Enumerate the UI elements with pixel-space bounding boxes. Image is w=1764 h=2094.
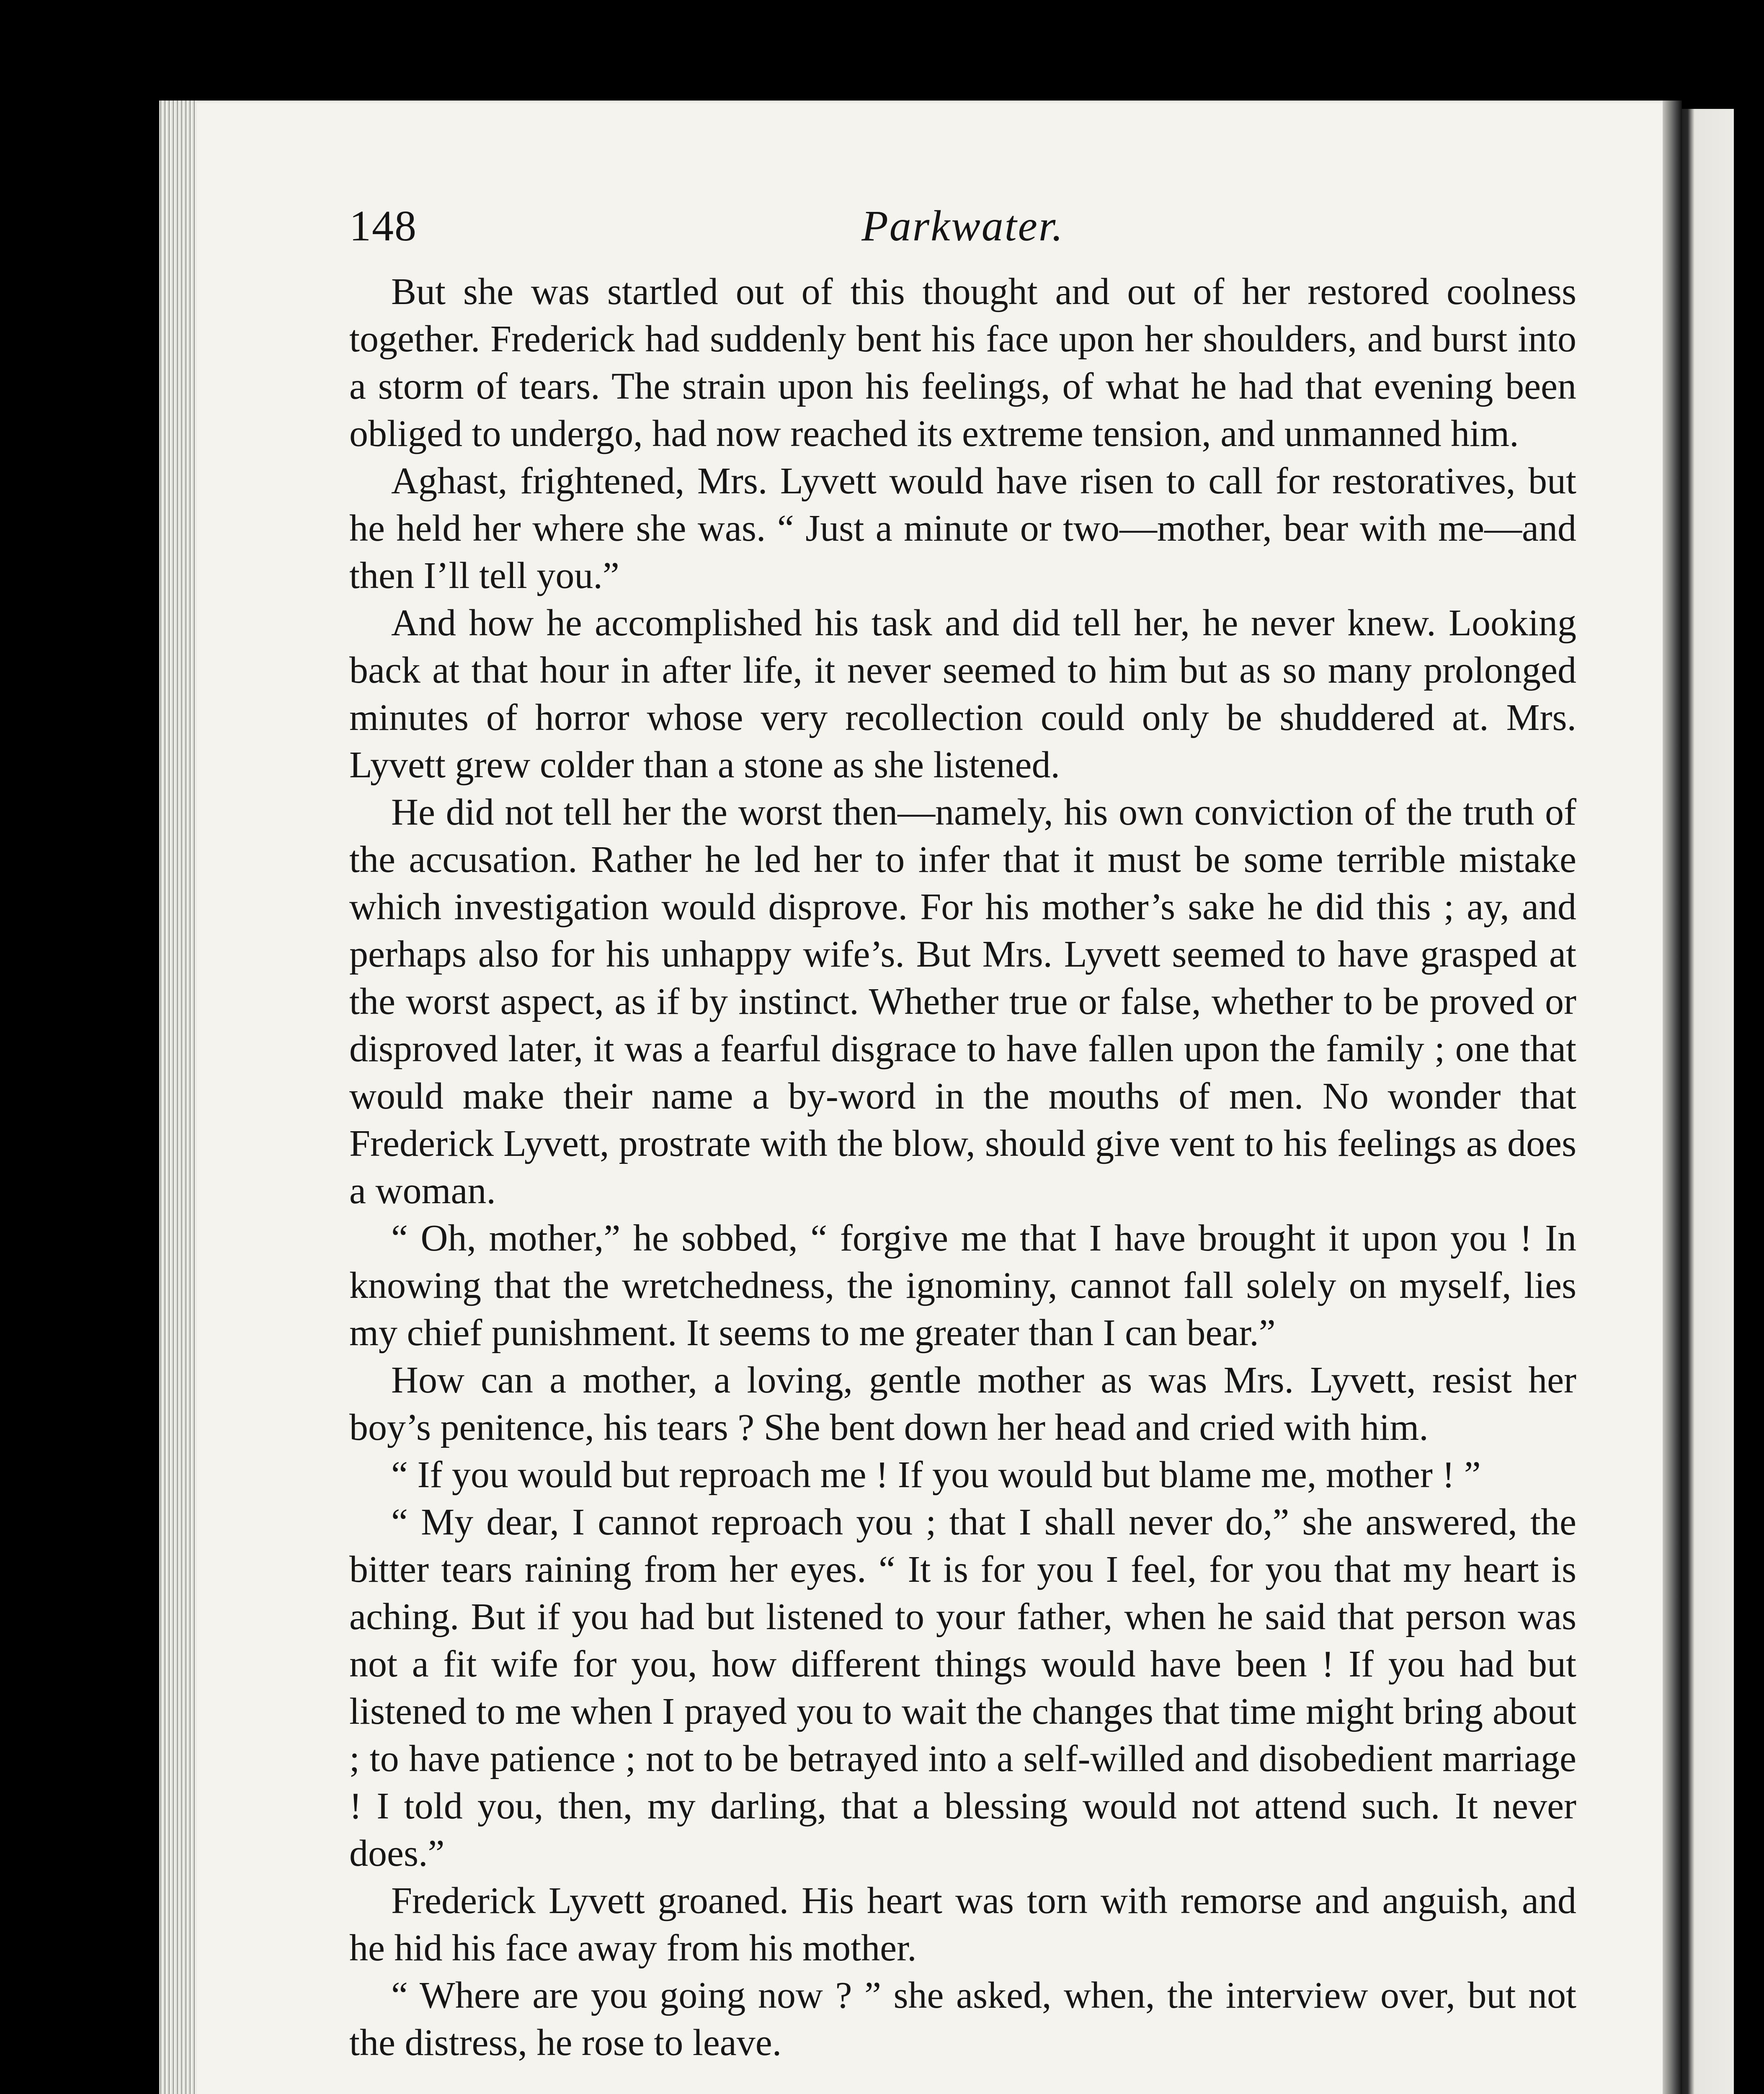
paragraph: “ If you would but reproach me ! If you would but blame me, mother ! ” bbox=[391, 1454, 1481, 1496]
paragraph: But she was startled out of this thought and out of her restored coolness together. Frederick had suddenly bent his face upon her shoulders, and burst into a storm of tears. The strain upon his feelings, of what he had that evening been obliged to undergo, had now reached its extreme tension, and unmanned him. bbox=[349, 271, 1576, 454]
paragraph: Frederick Lyvett groaned. His heart was torn with remorse and anguish, and he hid his face away from his mother. bbox=[349, 1880, 1576, 1969]
page-header bbox=[349, 197, 1576, 255]
paragraph: “ My dear, I cannot reproach you ; that I shall never do,” she answered, the bitter tears raining from her eyes. “ It is for you I feel, for you that my heart is aching. But if you had but listened to your father, when he said that person was not a fit wife for you, how different things would have been ! If you had but listened to me when I prayed you to wait the changes that time might bring about ; to have patience ; not to be betrayed into a self-willed and disobedient marriage ! I told you, then, my darling, that a blessing would not attend such. It never does.” bbox=[349, 1501, 1576, 1874]
running-title: Parkwater. bbox=[861, 202, 1064, 250]
paragraph: “ Where are you going now ? ” she asked, when, the interview over, but not the distress, he rose to leave. bbox=[349, 1975, 1576, 2063]
page-edges bbox=[159, 101, 197, 2094]
paragraph: He did not tell her the worst then—namely, his own conviction of the truth of the accusation. Rather he led her to infer that it must be some terrible mistake which investigation would disprove. For his mother’s sake he did this ; ay, and perhaps also for his unhappy wife’s. But Mrs. Lyvett seemed to have grasped at the worst aspect, as if by instinct. Whether true or false, whether to be proved or disproved later, it was a fearful disgrace to have fallen upon the family ; one that would make their name a by-word in the mouths of men. No wonder that Frederick Lyvett, prostrate with the blow, should give vent to his feelings as does a woman. bbox=[349, 792, 1576, 1212]
paragraph: “ Oh, mother,” he sobbed, “ forgive me that I have brought it upon you ! In knowing that the wretchedness, the ignominy, cannot fall solely on myself, lies my chief punishment. It seems to me greater than I can bear.” bbox=[349, 1217, 1576, 1354]
page-number: 148 bbox=[349, 202, 417, 250]
paragraph: How can a mother, a loving, gentle mother as was Mrs. Lyvett, resist her boy’s penitence, his tears ? She bent down her head and cried with him. bbox=[349, 1359, 1576, 1448]
gutter-shadow bbox=[1663, 101, 1682, 2094]
body-text bbox=[349, 268, 1576, 2066]
paragraph: Aghast, frightened, Mrs. Lyvett would have risen to call for restoratives, but he held her where she was. “ Just a minute or two—mother, bear with me—and then I’ll tell you.” bbox=[349, 460, 1576, 596]
paragraph: And how he accomplished his task and did tell her, he never knew. Looking back at that hour in after life, it never seemed to him but as so many prolonged minutes of horror whose very recollection could only be shuddered at. Mrs. Lyvett grew colder than a stone as she listened. bbox=[349, 602, 1576, 786]
facing-page bbox=[1679, 109, 1734, 2094]
